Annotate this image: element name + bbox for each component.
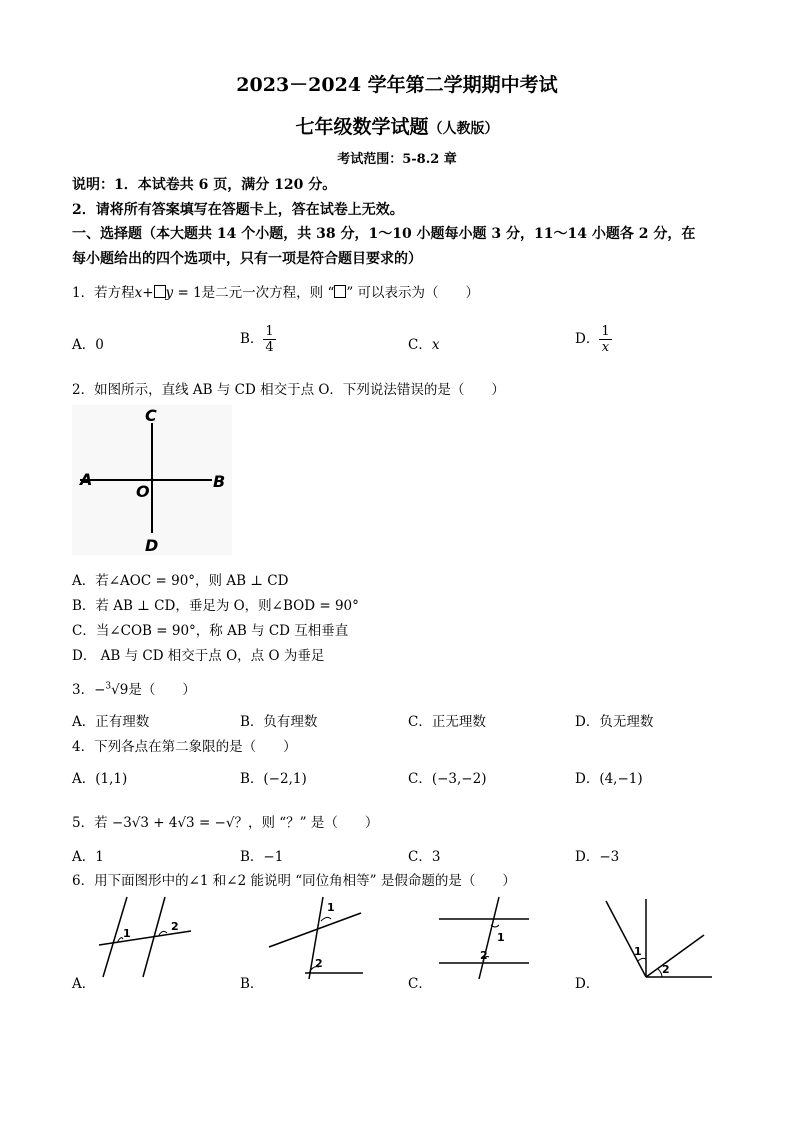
angle-2-label: 2 [171,920,179,933]
angle-2-label: 2 [662,963,670,976]
angle-1-label: 1 [123,927,131,940]
angle-2-label: 2 [480,949,488,962]
q4-option-a: A．(1,1) [72,771,128,787]
exam-title: 2023－2024 学年第二学期期中考试 [236,74,558,96]
label-o: O [136,482,150,501]
note-2: 2．请将所有答案填写在答题卡上，答在试卷上无效。 [72,202,404,218]
label-b: B [213,472,226,491]
subject-title: 七年级数学试题 [295,116,429,138]
angle-1-arc [321,917,331,921]
question-3-stem: 3．−$^3$√9是（ ） [72,681,196,698]
q6-figure-a [95,895,195,980]
angle-1-label: 1 [497,931,505,944]
left-ray [606,901,646,977]
q6-figure-b [265,895,365,980]
question-5-stem: 5．若 −3√3 + 4√3 = −√？，则 “？” 是（ ） [72,815,379,831]
q1-option-d: D． $\frac{1}{x}$ [575,324,610,355]
q1-option-d-label: D． [575,331,600,347]
q4-option-d: D．(4,−1) [575,771,643,787]
square-box-icon [334,285,346,298]
q1-suffix: ” 可以表示为（ ） [346,285,480,301]
label-c: C [145,406,157,425]
right-ray [646,935,704,977]
q1-option-b-label: B． [240,331,264,347]
q5-option-a: A．1 [72,849,104,865]
q1-mid: 是二元一次方程，则 “ [201,285,335,301]
note-1: 说明：1．本试卷共 6 页，满分 120 分。 [72,177,337,193]
q6-option-d: D． [575,976,600,992]
section-heading-line2: 每小题给出的四个选项中，只有一项是符合题目要求的） [72,251,422,267]
q5-suffix: ，则 “？” 是（ ） [247,815,379,831]
q6-figure-d [600,895,715,980]
q6-figure-c [435,895,535,980]
q3-option-a: A．正有理数 [72,714,150,730]
q2-option-d: D． AB 与 CD 相交于点 O，点 O 为垂足 [72,648,325,664]
angle-1-label: 1 [327,901,335,914]
q2-option-c: C．当∠COB = 90°，称 AB 与 CD 互相垂直 [72,623,349,639]
q1-option-b: B． $\frac{1}{4}$ [240,324,274,355]
q3-suffix: 是（ ） [128,682,196,698]
question-2-stem: 2．如图所示，直线 AB 与 CD 相交于点 O．下列说法错误的是（ ） [72,382,505,398]
edition-label: （人教版） [428,121,499,137]
question-4-stem: 4．下列各点在第二象限的是（ ） [72,739,297,755]
angle-2-label: 2 [315,957,323,970]
q1-prefix: 1．若方程 [72,285,135,301]
q4-option-b: B．(−2,1) [240,771,307,787]
q1-option-a: A．0 [72,337,104,353]
question-1-stem: 1．若方程x+ y = 1是二元一次方程，则 “ ” 可以表示为（ ） [72,285,480,301]
exam-subtitle [0,112,794,139]
q6-option-a: A． [72,976,96,992]
label-a: A [80,470,93,489]
exam-scope: 考试范围：5-8.2 章 [337,152,457,167]
q5-option-c: C．3 [408,849,441,865]
q2-intersecting-lines-figure [72,405,232,555]
q3-option-c: C．正无理数 [408,714,486,730]
q2-option-b: B．若 AB ⊥ CD，垂足为 O，则∠BOD = 90° [72,598,359,614]
section-heading-line1: 一、选择题（本大题共 14 个小题，共 38 分，1～10 小题每小题 3 分，11～14 小题各 2 分，在 [72,226,696,242]
label-d: D [145,536,159,555]
q6-option-c: C． [408,976,432,992]
q1-option-c: C．x [408,337,440,353]
q5-option-d: D．−3 [575,849,620,865]
q4-option-c: C．(−3,−2) [408,771,487,787]
q3-option-b: B．负有理数 [240,714,318,730]
q2-option-a: A．若∠AOC = 90°，则 AB ⊥ CD [72,573,289,589]
angle-1-label: 1 [634,945,642,958]
right-line [143,897,165,977]
q3-option-d: D．负无理数 [575,714,654,730]
angle-1-arc [638,958,646,961]
square-box-icon [154,285,166,298]
transversal [479,897,499,979]
q5-option-b: B．−1 [240,849,284,865]
question-6-stem: 6．用下面图形中的∠1 和∠2 能说明 “同位角相等” 是假命题的是（ ） [72,873,516,889]
q6-option-b: B． [240,976,264,992]
q1-option-c-label: C． [408,337,432,353]
